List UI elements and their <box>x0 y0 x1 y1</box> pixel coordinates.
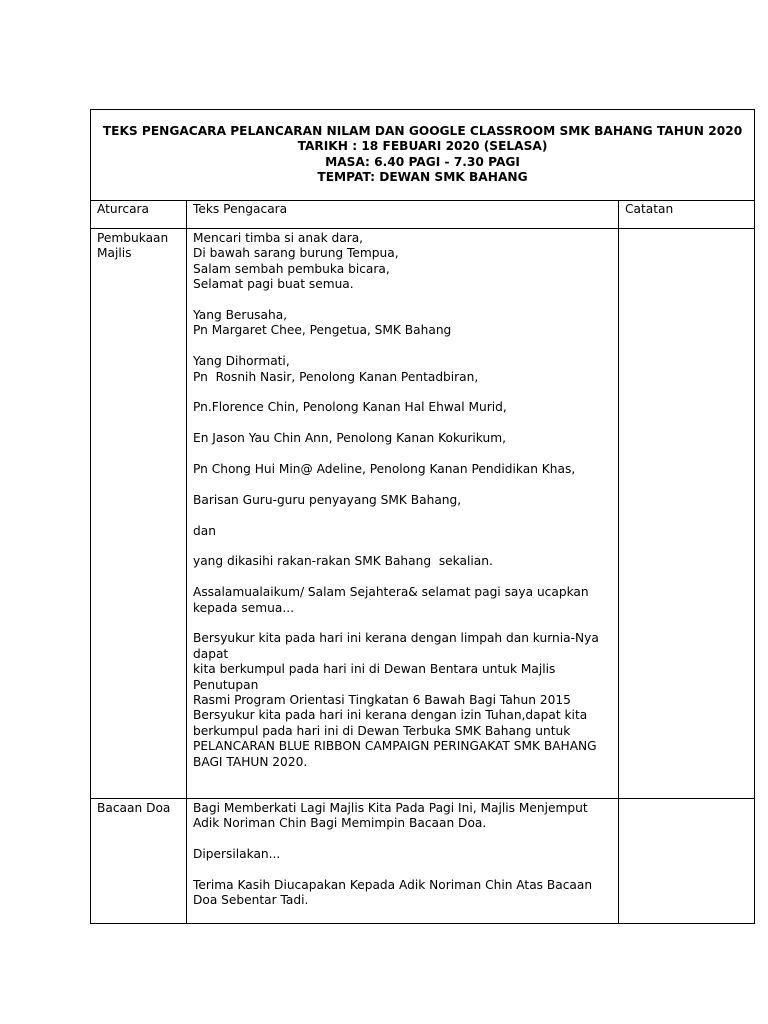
header-aturcara: Aturcara <box>91 201 187 229</box>
text-paragraph <box>193 400 613 415</box>
table-row <box>91 799 755 924</box>
text-line: yang dikasihi rakan-rakan SMK Bahang sekalian. <box>193 554 493 569</box>
text-line: Assalamualaikum/ Salam Sejahtera& selamat pagi saya ucapkan <box>193 585 589 600</box>
text-line: dapat <box>193 646 229 661</box>
aturcara-label: Majlis <box>97 246 132 261</box>
script-table <box>90 109 755 924</box>
text-paragraph <box>193 554 613 569</box>
text-paragraph <box>193 878 613 909</box>
text-line: Selamat pagi buat semua. <box>193 277 354 292</box>
header-row <box>91 201 755 229</box>
text-line: Penutupan <box>193 677 259 692</box>
text-paragraph <box>193 431 613 446</box>
text-line: BAGI TAHUN 2020. <box>193 754 308 769</box>
text-line: Bagi Memberkati Lagi Majlis Kita Pada Pagi Ini, Majlis Menjemput <box>193 801 588 815</box>
table-row <box>91 229 755 799</box>
text-line: kita berkumpul pada hari ini di Dewan Bentara untuk Majlis <box>193 662 556 677</box>
aturcara-label: Pembukaan <box>97 231 169 245</box>
event-time: MASA: 6.40 PAGI - 7.30 PAGI <box>325 154 520 169</box>
text-paragraph <box>193 462 613 477</box>
text-paragraph <box>193 847 613 862</box>
aturcara-label: Bacaan Doa <box>97 801 171 815</box>
catatan-cell <box>618 799 754 924</box>
text-paragraph <box>193 631 613 770</box>
text-paragraph <box>193 801 613 832</box>
text-line: Yang Dihormati, <box>193 354 290 369</box>
text-line: berkumpul pada hari ini di Dewan Terbuka SMK Bahang untuk <box>193 723 571 738</box>
header-teks-pengacara: Teks Pengacara <box>187 201 619 229</box>
text-paragraph <box>193 493 613 508</box>
text-line: Bersyukur kita pada hari ini kerana dengan izin Tuhan,dapat kita <box>193 708 588 723</box>
text-line: Doa Sebentar Tadi. <box>193 893 309 908</box>
text-paragraph <box>193 231 613 293</box>
aturcara-cell <box>91 229 187 799</box>
text-line: Pn Chong Hui Min@ Adeline, Penolong Kanan Pendidikan Khas, <box>193 462 576 477</box>
teks-pengacara-cell <box>187 799 619 924</box>
text-line: Yang Berusaha, <box>193 308 288 323</box>
event-venue: TEMPAT: DEWAN SMK BAHANG <box>317 170 528 185</box>
aturcara-cell <box>91 799 187 924</box>
text-line: Bersyukur kita pada hari ini kerana dengan limpah dan kurnia-Nya <box>193 631 599 646</box>
teks-pengacara-cell <box>187 229 619 799</box>
text-paragraph <box>193 524 613 539</box>
text-line: PELANCARAN BLUE RIBBON CAMPAIGN PERINGAKAT SMK BAHANG <box>193 739 597 754</box>
text-line: Pn Margaret Chee, Pengetua, SMK Bahang <box>193 323 452 338</box>
catatan-cell <box>618 229 754 799</box>
text-line: Rasmi Program Orientasi Tingkatan 6 Bawah Bagi Tahun 2015 <box>193 693 571 708</box>
text-line: En Jason Yau Chin Ann, Penolong Kanan Kokurikum, <box>193 431 506 446</box>
text-line: Adik Noriman Chin Bagi Memimpin Bacaan Doa. <box>193 816 487 831</box>
text-line: Mencari timba si anak dara, <box>193 231 364 245</box>
text-line: Pn.Florence Chin, Penolong Kanan Hal Ehwal Murid, <box>193 400 507 415</box>
title-row <box>91 110 755 201</box>
text-paragraph <box>193 585 613 616</box>
text-paragraph <box>193 308 613 339</box>
event-date: TARIKH : 18 FEBUARI 2020 (SELASA) <box>297 139 548 154</box>
text-line: Terima Kasih Diucapakan Kepada Adik Noriman Chin Atas Bacaan <box>193 878 593 892</box>
text-line: kepada semua... <box>193 600 294 615</box>
header-catatan: Catatan <box>618 201 754 229</box>
text-line: Di bawah sarang burung Tempua, <box>193 246 399 261</box>
text-line: Salam sembah pembuka bicara, <box>193 261 390 276</box>
text-line: Barisan Guru-guru penyayang SMK Bahang, <box>193 492 462 507</box>
text-line: dan <box>193 523 216 538</box>
text-paragraph <box>193 354 613 385</box>
text-line: Dipersilakan... <box>193 847 281 862</box>
title-cell <box>91 110 755 201</box>
document-title: TEKS PENGACARA PELANCARAN NILAM DAN GOOGLE CLASSROOM SMK BAHANG TAHUN 2020 <box>102 124 743 138</box>
text-line: Pn Rosnih Nasir, Penolong Kanan Pentadbiran, <box>193 369 479 384</box>
